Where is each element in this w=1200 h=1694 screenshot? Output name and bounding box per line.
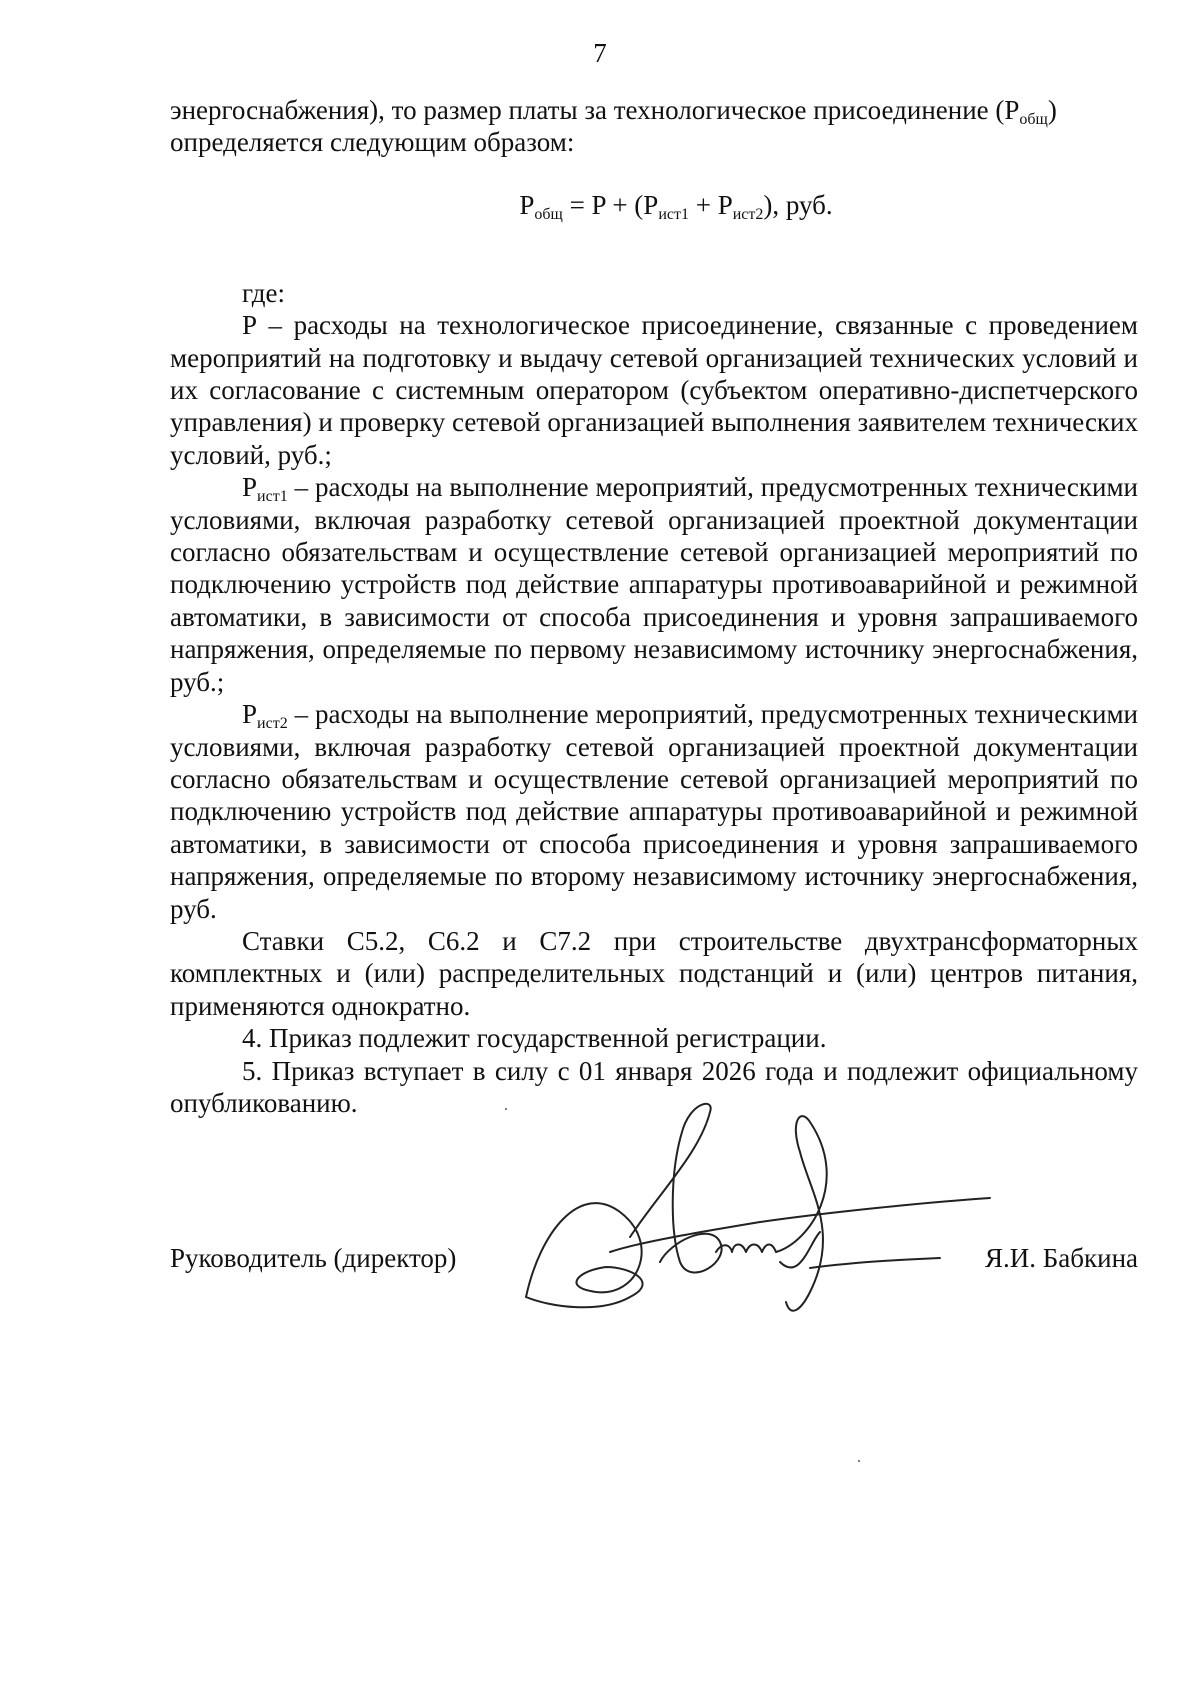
definition-symbol: P — [242, 699, 258, 730]
where-label: где: — [242, 277, 285, 308]
page-number: 7 — [593, 38, 607, 68]
formula — [170, 159, 1138, 277]
definition-p-ist1 — [170, 471, 1138, 698]
intro-line-1: энергоснабжения), то размер платы за технологическое присоединение (P — [170, 95, 1020, 125]
definition-p — [170, 309, 1138, 471]
handwritten-signature-icon — [510, 1092, 1070, 1332]
clause-5: 5. Приказ вступает в силу с 01 января 2026 года и подлежит официальному опубликованию. — [170, 1055, 1138, 1118]
scan-speck — [505, 1108, 507, 1110]
scan-speck — [858, 1460, 860, 1462]
formula-tail: ), руб. — [763, 189, 833, 220]
intro-line-2: определяется следующим образом: — [170, 127, 575, 158]
definition-sub: ист1 — [257, 488, 288, 506]
document-body — [170, 94, 1138, 1119]
definition-symbol: P — [242, 310, 258, 341]
definition-text: – расходы на выполнение мероприятий, предусмотренных техническими условиями, включая разработку сетевой организацией проектной документации согласно обязательствам и осуществление сетевой организацией мероприятий по подключению устройств под действие аппаратуры противоаварийной и режимной автоматики, в зависимости от способа присоединения и уровня запрашиваемого напряжения, определяемые по первому независимому источнику энергоснабжения, руб.; — [170, 472, 1138, 697]
intro-paragraph — [170, 94, 1138, 159]
intro-line-1-tail: ) — [1047, 95, 1057, 125]
formula-lhs-sub: общ — [534, 205, 563, 223]
definition-p-ist2 — [170, 698, 1138, 925]
signatory-role: Руководитель (директор) — [170, 1243, 457, 1273]
signature-block — [170, 1092, 1138, 1332]
formula-sub-2: ист2 — [732, 205, 764, 223]
definition-text: – расходы на выполнение мероприятий, предусмотренных техническими условиями, включая разработку сетевой организацией проектной документации согласно обязательствам и осуществление сетевой организацией мероприятий по подключению устройств под действие аппаратуры противоаварийной и режимной автоматики, в зависимости от способа присоединения и уровня запрашиваемого напряжения, определяемые по второму независимому источнику энергоснабжения, руб. — [170, 699, 1138, 924]
definition-symbol: P — [242, 472, 258, 503]
definition-text: – расходы на технологическое присоединение, связанные с проведением мероприятий на подготовку и выдачу сетевой организацией технических условий и их согласование с системным оператором (субъектом оперативно-диспетчерского управления) и проверку сетевой организацией выполнения заявителем технических условий, руб.; — [170, 310, 1138, 470]
clause-4: 4. Приказ подлежит государственной регистрации. — [242, 1023, 827, 1054]
formula-lhs: P — [519, 189, 535, 220]
formula-sub-1: ист1 — [658, 205, 689, 223]
signatory-name: Я.И. Бабкина — [985, 1243, 1138, 1273]
formula-eq: = P + (P — [562, 189, 659, 220]
formula-plus: + P — [688, 189, 733, 220]
intro-subscript: общ — [1019, 111, 1048, 128]
rates-paragraph: Ставки С5.2, С6.2 и С7.2 при строительстве двухтрансформаторных комплектных и (или) распределительных подстанций и (или) центров питания, применяются однократно. — [170, 925, 1138, 1021]
definition-sub: ист2 — [257, 715, 288, 733]
